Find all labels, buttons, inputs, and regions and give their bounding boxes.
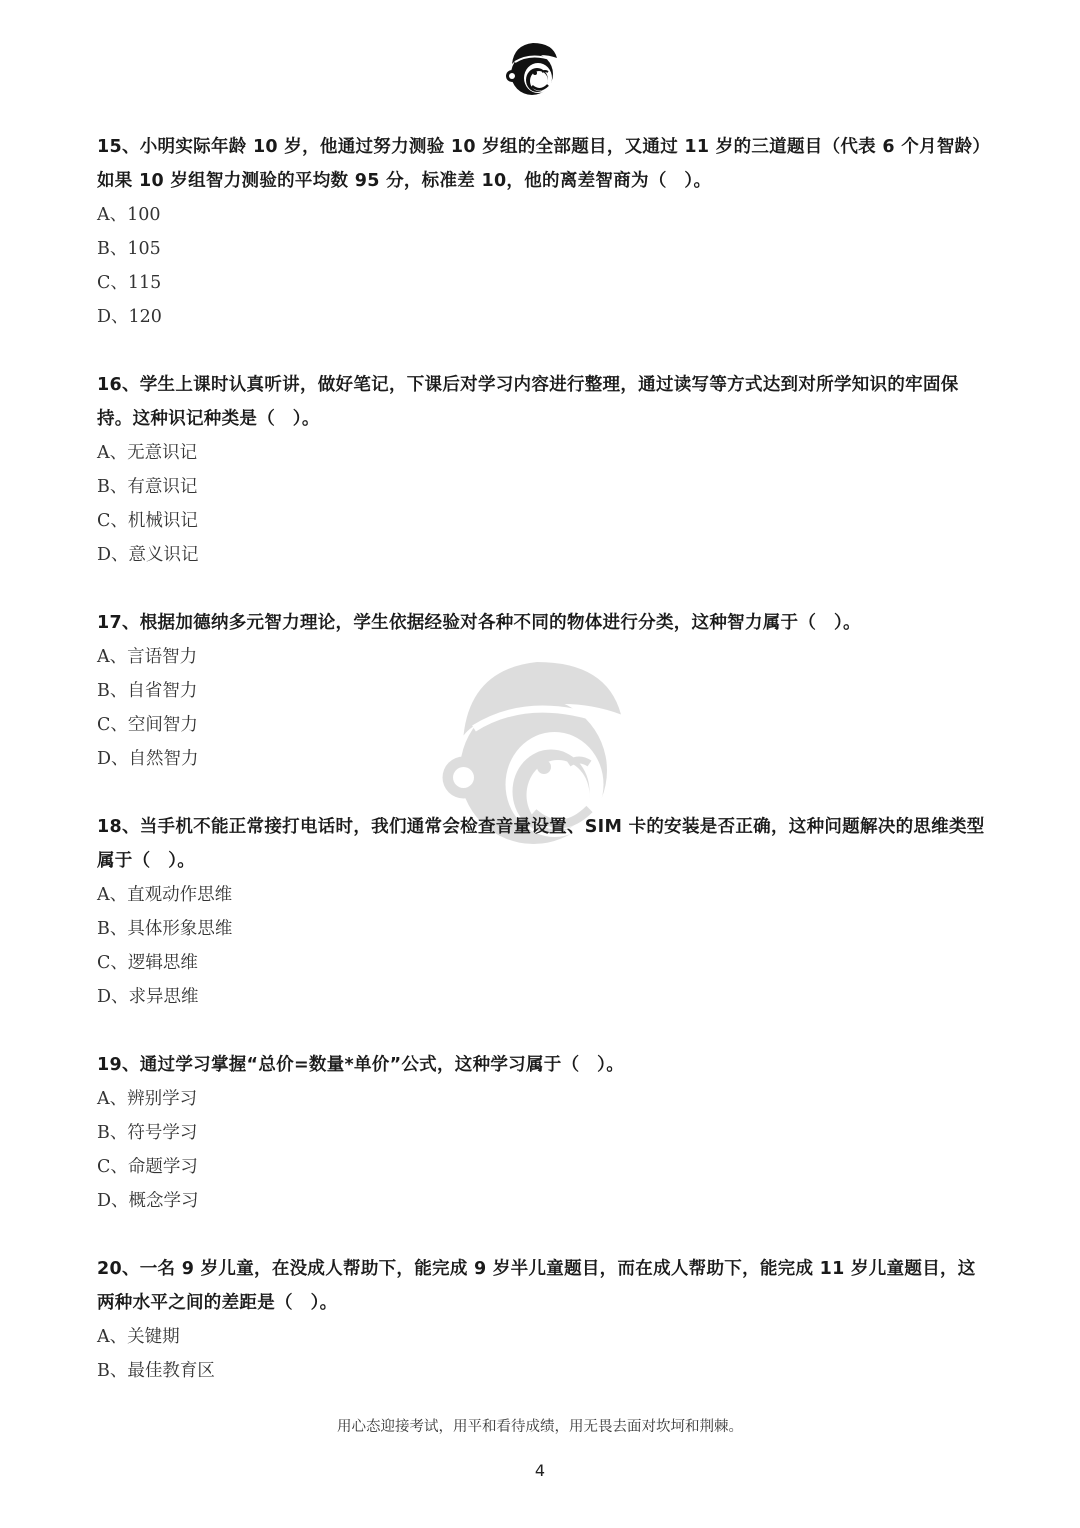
footer-motto: 用心态迎接考试，用平和看待成绩，用无畏去面对坎坷和荆棘。 [337,1419,743,1435]
option-b: B、符号学习 [97,1123,198,1143]
option-a: A、言语智力 [97,647,198,667]
question-17 [97,606,987,776]
option-d: D、自然智力 [97,749,199,769]
question-text: 15、小明实际年龄 10 岁，他通过努力测验 10 岁组的全部题目，又通过 11 岁的三道题目（代表 6 个月智龄）如果 10 岁组智力测验的平均数 95 分，标准差 10，他的离差智商为（ ）。 [97,137,982,191]
option-d: D、求异思维 [97,987,199,1007]
question-list [97,130,987,1422]
question-text: 18、当手机不能正常接打电话时，我们通常会检查音量设置、SIM 卡的安装是否正确，这种问题解决的思维类型属于（ ）。 [97,817,985,871]
question-16 [97,368,987,572]
option-b: B、最佳教育区 [97,1361,215,1381]
option-d: D、120 [97,307,162,327]
question-15 [97,130,987,334]
question-20 [97,1252,987,1388]
option-b: B、105 [97,239,161,259]
option-a: A、直观动作思维 [97,885,233,905]
question-text: 20、一名 9 岁儿童，在没成人帮助下，能完成 9 岁半儿童题目，而在成人帮助下，能完成 11 岁儿童题目，这两种水平之间的差距是（ ）。 [97,1259,976,1313]
option-d: D、概念学习 [97,1191,199,1211]
option-c: C、115 [97,273,162,293]
question-text: 19、通过学习掌握“总价=数量*单价”公式，这种学习属于（ ）。 [97,1055,625,1075]
option-b: B、具体形象思维 [97,919,233,939]
question-18 [97,810,987,1014]
option-a: A、关键期 [97,1327,180,1347]
option-a: A、无意识记 [97,443,198,463]
option-b: B、自省智力 [97,681,198,701]
option-b: B、有意识记 [97,477,198,497]
page-number: 4 [534,1461,546,1480]
monkey-logo-icon [503,38,567,100]
option-c: C、空间智力 [97,715,198,735]
question-19 [97,1048,987,1218]
option-c: C、逻辑思维 [97,953,198,973]
option-a: A、100 [97,205,161,225]
question-text: 16、学生上课时认真听讲，做好笔记，下课后对学习内容进行整理，通过读写等方式达到对所学知识的牢固保持。这种识记种类是（ ）。 [97,375,959,429]
option-d: D、意义识记 [97,545,199,565]
option-c: C、机械识记 [97,511,198,531]
option-a: A、辨别学习 [97,1089,198,1109]
question-text: 17、根据加德纳多元智力理论，学生依据经验对各种不同的物体进行分类，这种智力属于（ ）。 [97,613,861,633]
option-c: C、命题学习 [97,1157,198,1177]
